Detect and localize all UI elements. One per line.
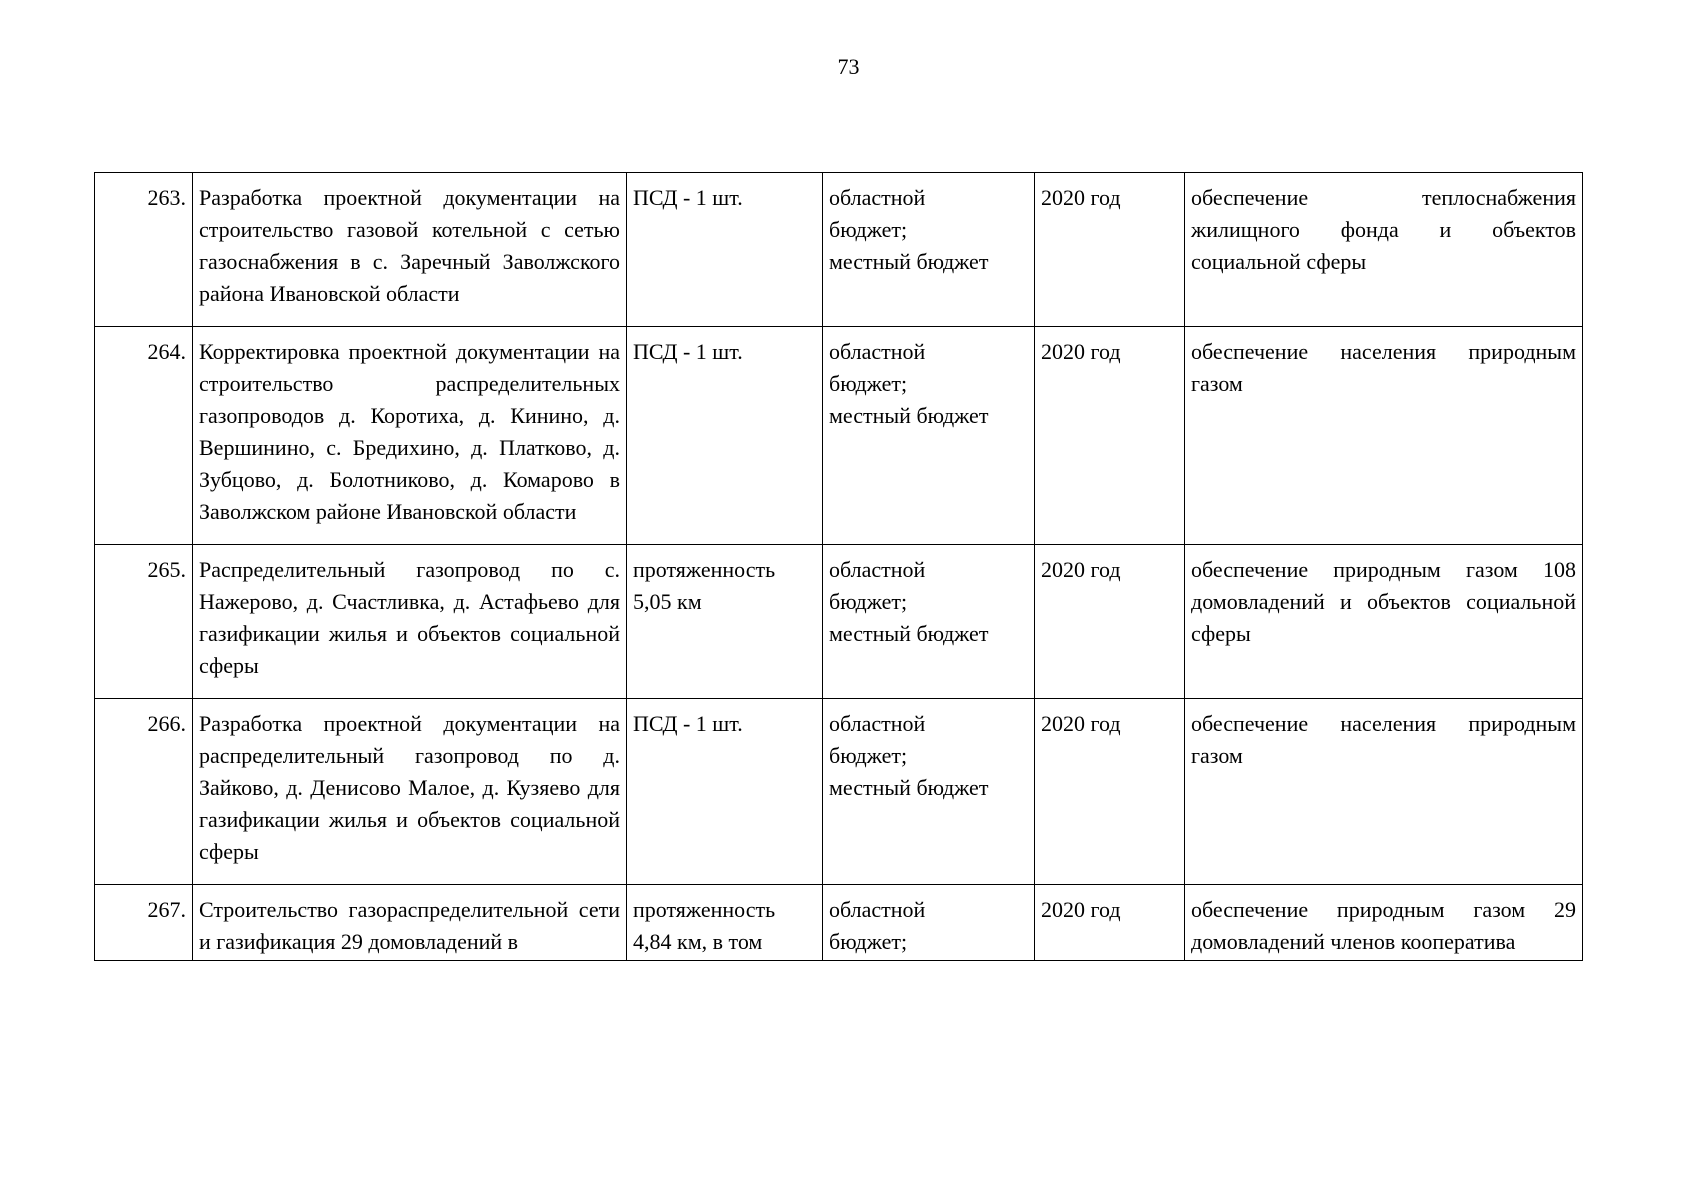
row-number: 264. bbox=[95, 327, 193, 545]
expected-result: обеспечение населения природным газом bbox=[1185, 327, 1583, 545]
activity-description: Разработка проектной документации на распределительный газопровод по д. Зайково, д. Денисово Малое, д. Кузяево для газификации жилья и объектов социальной сферы bbox=[193, 699, 627, 885]
funding-source bbox=[823, 545, 1035, 699]
funding-line: областной bbox=[829, 711, 926, 736]
expected-result: обеспечение природным газом 108 домовладений и объектов социальной сферы bbox=[1185, 545, 1583, 699]
implementation-year: 2020 год bbox=[1035, 699, 1185, 885]
funding-line: бюджет; bbox=[829, 371, 908, 396]
program-table bbox=[94, 172, 1583, 961]
page-number: 73 bbox=[837, 54, 860, 79]
activity-quantity: протяженность 4,84 км, в том bbox=[627, 885, 823, 961]
activity-description: Распределительный газопровод по с. Нажерово, д. Счастливка, д. Астафьево для газификации жилья и объектов социальной сферы bbox=[193, 545, 627, 699]
row-number: 266. bbox=[95, 699, 193, 885]
funding-line: областной bbox=[829, 185, 926, 210]
table-row bbox=[95, 327, 1583, 545]
funding-line: бюджет; bbox=[829, 589, 908, 614]
funding-source bbox=[823, 327, 1035, 545]
implementation-year: 2020 год bbox=[1035, 545, 1185, 699]
activity-description: Строительство газораспределительной сети и газификация 29 домовладений в bbox=[193, 885, 627, 961]
funding-source bbox=[823, 699, 1035, 885]
funding-line: областной bbox=[829, 339, 926, 364]
implementation-year: 2020 год bbox=[1035, 885, 1185, 961]
funding-line: бюджет; bbox=[829, 743, 908, 768]
expected-result: обеспечение населения природным газом bbox=[1185, 699, 1583, 885]
row-number: 265. bbox=[95, 545, 193, 699]
funding-source bbox=[823, 173, 1035, 327]
funding-line: местный бюджет bbox=[829, 775, 989, 800]
activity-description: Разработка проектной документации на строительство газовой котельной с сетью газоснабжения в с. Заречный Заволжского района Ивановской области bbox=[193, 173, 627, 327]
funding-line: областной bbox=[829, 557, 926, 582]
row-number: 267. bbox=[95, 885, 193, 961]
funding-line: бюджет; bbox=[829, 929, 908, 954]
funding-source bbox=[823, 885, 1035, 961]
activity-quantity: ПСД - 1 шт. bbox=[627, 327, 823, 545]
expected-result: обеспечение теплоснабжения жилищного фонда и объектов социальной сферы bbox=[1185, 173, 1583, 327]
funding-line: областной bbox=[829, 897, 926, 922]
implementation-year: 2020 год bbox=[1035, 173, 1185, 327]
funding-line: бюджет; bbox=[829, 217, 908, 242]
expected-result: обеспечение природным газом 29 домовладений членов кооператива bbox=[1185, 885, 1583, 961]
activity-description: Корректировка проектной документации на строительство распределительных газопроводов д. Коротиха, д. Кинино, д. Вершинино, с. Бредихино, д. Платково, д. Зубцово, д. Болотниково, д. Комарово в Заволжском районе Ивановской области bbox=[193, 327, 627, 545]
activity-quantity: ПСД - 1 шт. bbox=[627, 173, 823, 327]
table-row bbox=[95, 173, 1583, 327]
activity-quantity: ПСД - 1 шт. bbox=[627, 699, 823, 885]
funding-line: местный бюджет bbox=[829, 249, 989, 274]
funding-line: местный бюджет bbox=[829, 403, 989, 428]
table-row bbox=[95, 545, 1583, 699]
implementation-year: 2020 год bbox=[1035, 327, 1185, 545]
row-number: 263. bbox=[95, 173, 193, 327]
activity-quantity: протяженность 5,05 км bbox=[627, 545, 823, 699]
funding-line: местный бюджет bbox=[829, 621, 989, 646]
table-row bbox=[95, 885, 1583, 961]
table-row bbox=[95, 699, 1583, 885]
